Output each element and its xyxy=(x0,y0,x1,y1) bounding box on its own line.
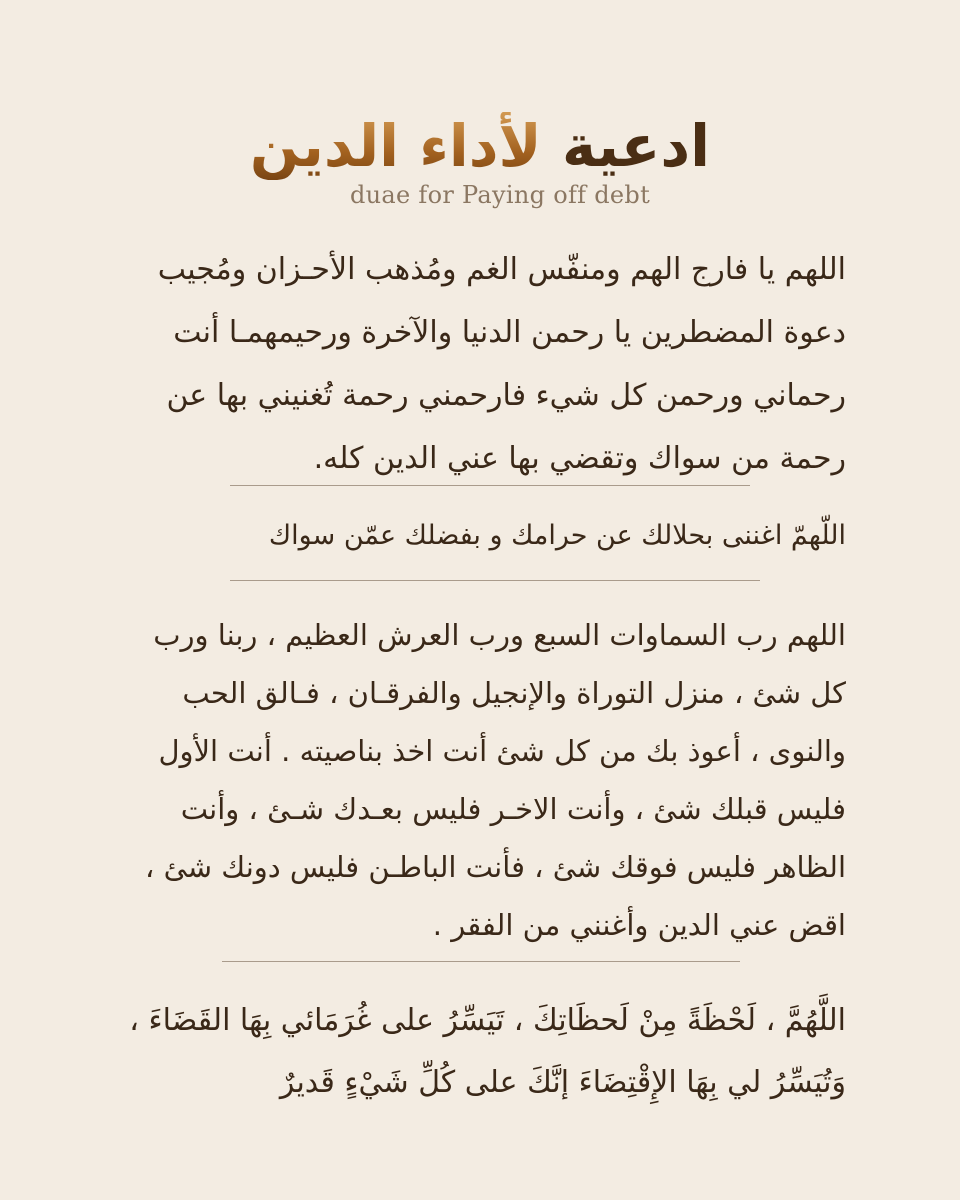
prayer-line: رحمة من سواك وتقضي بها عني الدين كله. xyxy=(313,441,846,476)
prayer-line: اللهم رب السماوات السبع ورب العرش العظيم ، ربنا ورب xyxy=(153,618,846,652)
prayer-line: الظاهر فليس فوقك شئ ، فأنت الباطـن فليس دونك شئ ، xyxy=(145,850,846,884)
prayer-line: رحماني ورحمن كل شيء فارحمني رحمة تُغنيني بها عن xyxy=(166,378,846,413)
page-title xyxy=(0,108,960,184)
page-subtitle: duae for Paying off debt xyxy=(349,181,651,209)
prayer-line: اللَّهُمَّ ، لَحْظَةً مِنْ لَحظَاتِكَ ، تَيَسِّرُ على غُرَمَائي بِهَا القَضَاءَ ، xyxy=(129,1003,846,1038)
prayer-block-2 xyxy=(180,512,846,560)
prayer-line: اقض عني الدين وأغنني من الفقر . xyxy=(432,908,846,942)
prayer-line: اللّهمّ اغننى بحلالك عن حرامك و بفضلك عمّن سواك xyxy=(268,520,846,551)
divider xyxy=(222,961,740,962)
prayer-line: دعوة المضطرين يا رحمن الدنيا والآخرة ورحيمهمـا أنت xyxy=(173,315,846,350)
prayer-line: اللهم يا فارج الهم ومنفّس الغم ومُذهب الأحـزان ومُجيب xyxy=(157,252,846,287)
prayer-line: والنوى ، أعوذ بك من كل شئ أنت اخذ بناصيته . أنت الأول xyxy=(158,734,846,768)
prayer-line: كل شئ ، منزل التوراة والإنجيل والفرقـان ، فـالق الحب xyxy=(182,676,846,710)
prayer-line: وَتُيَسِّرُ لي بِهَا الإِقْتِضَاءَ إنَّكَ على كُلِّ شَيْءٍ قَديرٌ xyxy=(279,1065,846,1100)
prayer-block-1 xyxy=(120,238,846,490)
title-word-duas: ادعية xyxy=(561,112,711,180)
prayer-block-3 xyxy=(120,606,846,954)
title-words-debt: لأداء الدين xyxy=(249,112,542,180)
divider xyxy=(230,485,750,486)
prayer-block-4 xyxy=(120,990,846,1114)
prayer-line: فليس قبلك شئ ، وأنت الاخـر فليس بعـدك شـئ ، وأنت xyxy=(180,792,846,826)
divider xyxy=(230,580,760,581)
